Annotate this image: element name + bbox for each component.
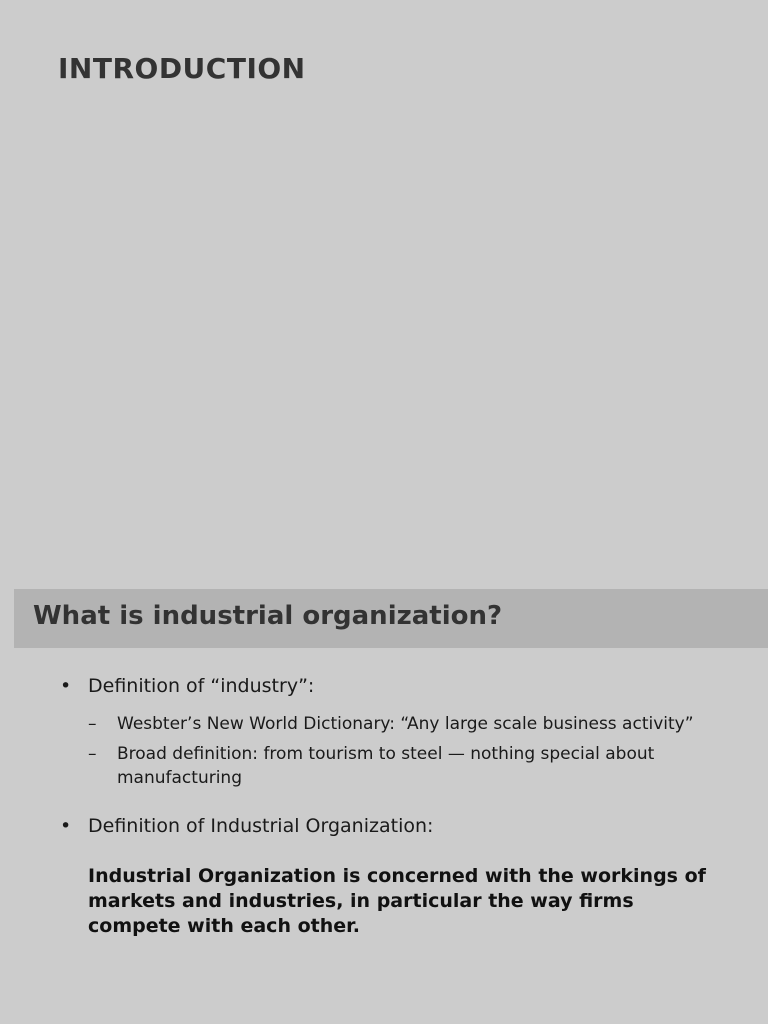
io-definition-statement: Industrial Organization is concerned with the workings of markets and industries, in particular the way firms compete with each other. xyxy=(88,865,706,937)
bullet-io-definition xyxy=(60,812,720,840)
bullet-marker: • xyxy=(60,815,72,837)
sub-item-broad-definition xyxy=(88,742,720,790)
bullet-text: Definition of Industrial Organization: xyxy=(88,815,434,837)
sub-item-text: Broad definition: from tourism to steel — nothing special about manufacturing xyxy=(117,744,655,788)
sub-marker: – xyxy=(88,744,97,764)
sub-list xyxy=(88,712,720,790)
sub-item-dictionary xyxy=(88,712,720,736)
bullet-industry-definition xyxy=(60,672,720,700)
bullet-text: Definition of “industry”: xyxy=(88,675,315,697)
frame-title: What is industrial organization? xyxy=(33,601,503,631)
sub-item-text: Wesbter’s New World Dictionary: “Any large scale business activity” xyxy=(117,714,694,734)
bullet-marker: • xyxy=(60,675,72,697)
frame-title-bar xyxy=(14,589,768,648)
section-title: INTRODUCTION xyxy=(58,52,306,85)
sub-marker: – xyxy=(88,714,97,734)
slide-content xyxy=(60,672,720,939)
